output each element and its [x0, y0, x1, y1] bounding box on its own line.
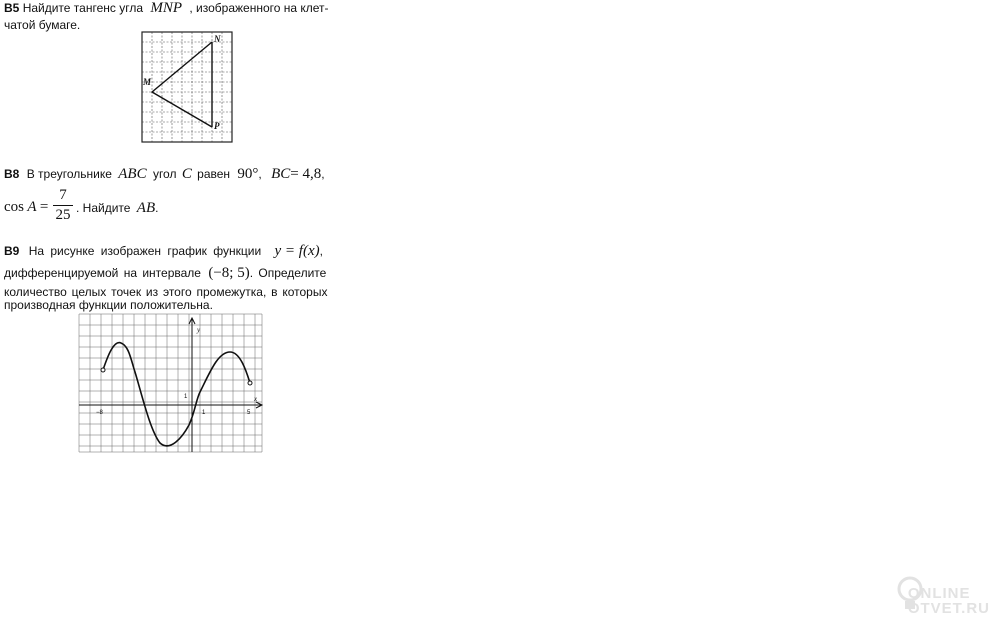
b8-label: B8 [4, 167, 20, 181]
b8-text-2: угол [152, 167, 177, 181]
b9-text-2: , [319, 244, 323, 258]
b9-tick-1-y: 1 [184, 394, 188, 400]
b8-comma: , [258, 167, 262, 181]
b8-numerator: 7 [59, 187, 67, 203]
b5-point-n: N [214, 34, 221, 44]
b8-cos-label: cos [4, 199, 24, 215]
b9-open-endpoint-left [101, 368, 105, 372]
b5-point-p: P [214, 121, 220, 131]
b9-tick-neg-8: −8 [96, 410, 103, 416]
b8-vertex: C [181, 166, 192, 182]
b8-text-3: равен [197, 167, 231, 181]
b8-text-4: . Найдите [76, 201, 131, 215]
b8-find: AB [136, 200, 156, 216]
b9-func: y = f(x) [274, 243, 320, 259]
b9-tick-5: 5 [247, 410, 251, 416]
b5-point-m: M [143, 77, 152, 87]
b9-label: B9 [4, 244, 20, 258]
b9-y-axis-label: y [197, 326, 201, 334]
b8-bc-label: BC [271, 166, 291, 182]
b9-interval: (−8; 5) [208, 265, 250, 281]
b8-equals: = [39, 199, 49, 215]
b5-text-3: чатой бумаге. [4, 18, 81, 32]
b8-dot: . [155, 201, 159, 215]
b9-text-6: производная функции положительна. [4, 298, 213, 312]
b5-text-1: Найдите тангенс угла [22, 1, 144, 15]
b9-tick-1-x: 1 [202, 410, 206, 416]
b9-text-4: . Определите [249, 266, 327, 280]
b9-text-3: дифференцируемой на интервале [4, 266, 201, 280]
b9-grid [79, 314, 262, 452]
b9-x-axis-label: x [254, 395, 258, 403]
watermark-logo [908, 586, 990, 616]
b8-comma-2: , [321, 167, 325, 181]
b8-bc-value: = 4,8 [290, 166, 322, 182]
b5-label: B5 [4, 1, 20, 15]
b8-denominator: 25 [55, 207, 71, 223]
b5-text-2: , изображенного на клет- [189, 1, 329, 15]
b8-cos-var: A [27, 199, 37, 215]
b9-text-1: На рисунке изображен график функции [28, 244, 262, 258]
b8-angle-value: 90° [237, 166, 259, 182]
b8-triangle: ABC [118, 166, 147, 182]
b9-text-5: количество целых точек из этого промежутка, в которых [4, 285, 328, 299]
b9-open-endpoint-right [248, 381, 252, 385]
b8-text-1: В треугольнике [26, 167, 112, 181]
watermark-line-1: ONLINE [907, 585, 971, 602]
b5-angle: MNP [150, 0, 183, 16]
watermark-line-2: OTVET.RU [907, 600, 990, 617]
